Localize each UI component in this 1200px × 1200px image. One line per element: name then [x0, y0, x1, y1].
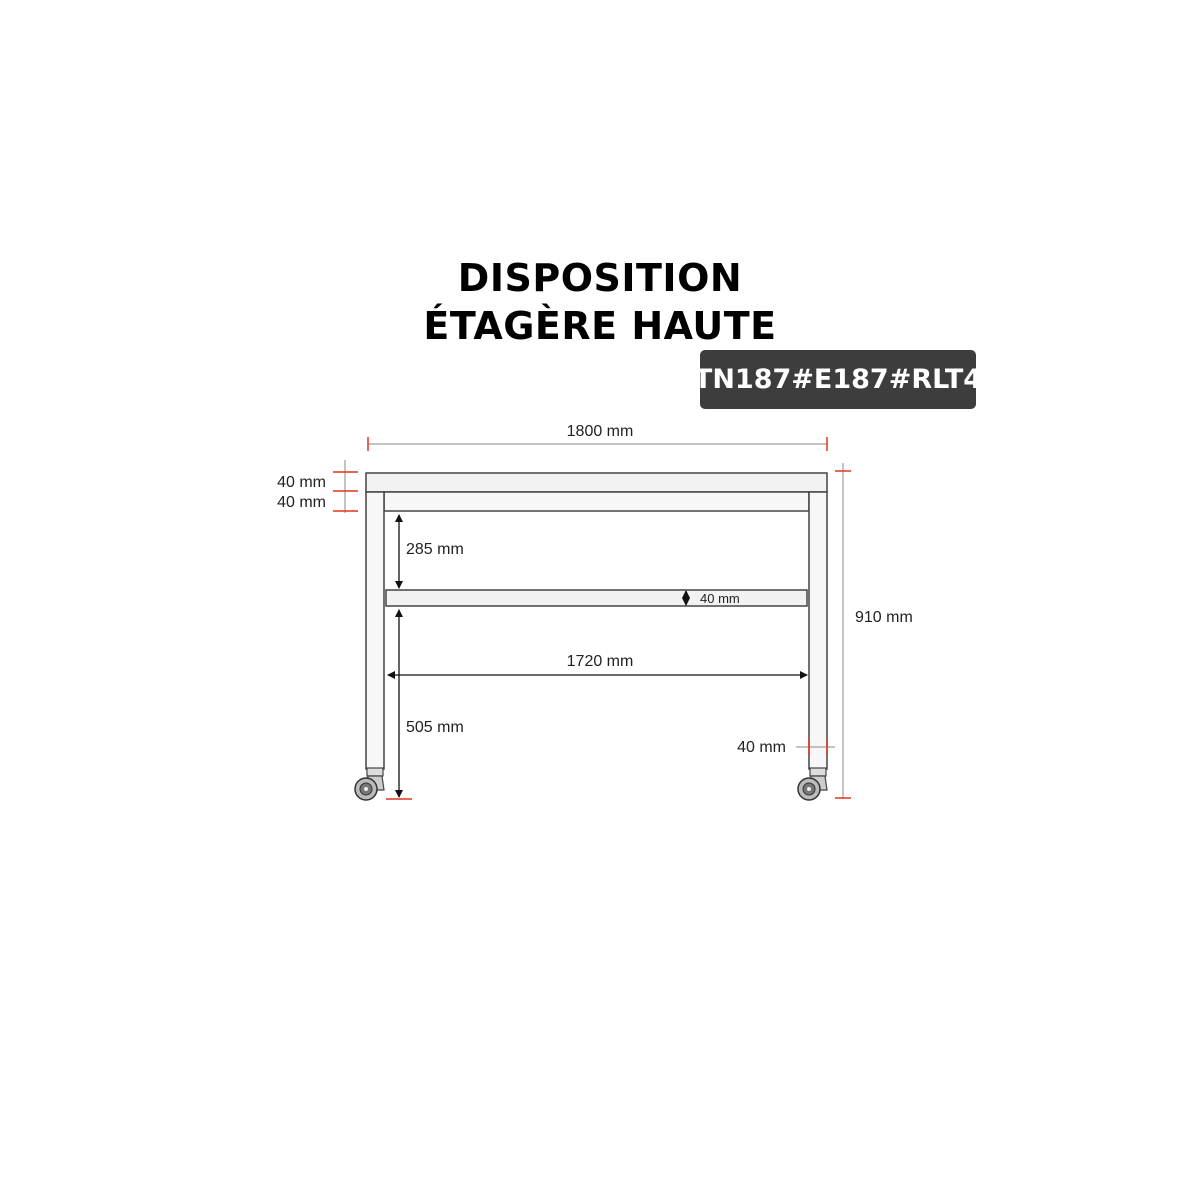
dim-inner-width — [388, 653, 807, 675]
right-caster-icon — [798, 768, 827, 800]
title-line-2: ÉTAGÈRE HAUTE — [423, 304, 777, 348]
label-upper-rail: 40 mm — [277, 494, 326, 511]
table-top — [366, 473, 827, 492]
shelf — [386, 590, 807, 606]
label-top-thickness: 40 mm — [277, 474, 326, 491]
label-leg-width: 40 mm — [737, 739, 786, 756]
label-shelf-thickness: 40 mm — [700, 591, 740, 606]
label-gap-to-shelf: 285 mm — [406, 541, 464, 558]
dim-total-width — [368, 423, 827, 451]
reference-badge: TN187#E187#RLT4 — [700, 350, 976, 409]
label-total-height: 910 mm — [855, 609, 913, 626]
label-inner-width: 1720 mm — [566, 653, 634, 670]
left-leg — [366, 492, 384, 769]
dim-total-height — [835, 463, 913, 799]
dim-gap-to-shelf — [399, 515, 464, 588]
left-caster-icon — [355, 768, 384, 800]
upper-rail — [384, 492, 809, 511]
dim-shelf-to-floor — [386, 610, 464, 799]
dim-top-and-rail — [277, 460, 358, 513]
label-shelf-to-floor: 505 mm — [406, 719, 464, 736]
right-leg — [809, 492, 827, 769]
title-line-1: DISPOSITION — [457, 256, 743, 300]
label-total-width: 1800 mm — [566, 423, 634, 440]
